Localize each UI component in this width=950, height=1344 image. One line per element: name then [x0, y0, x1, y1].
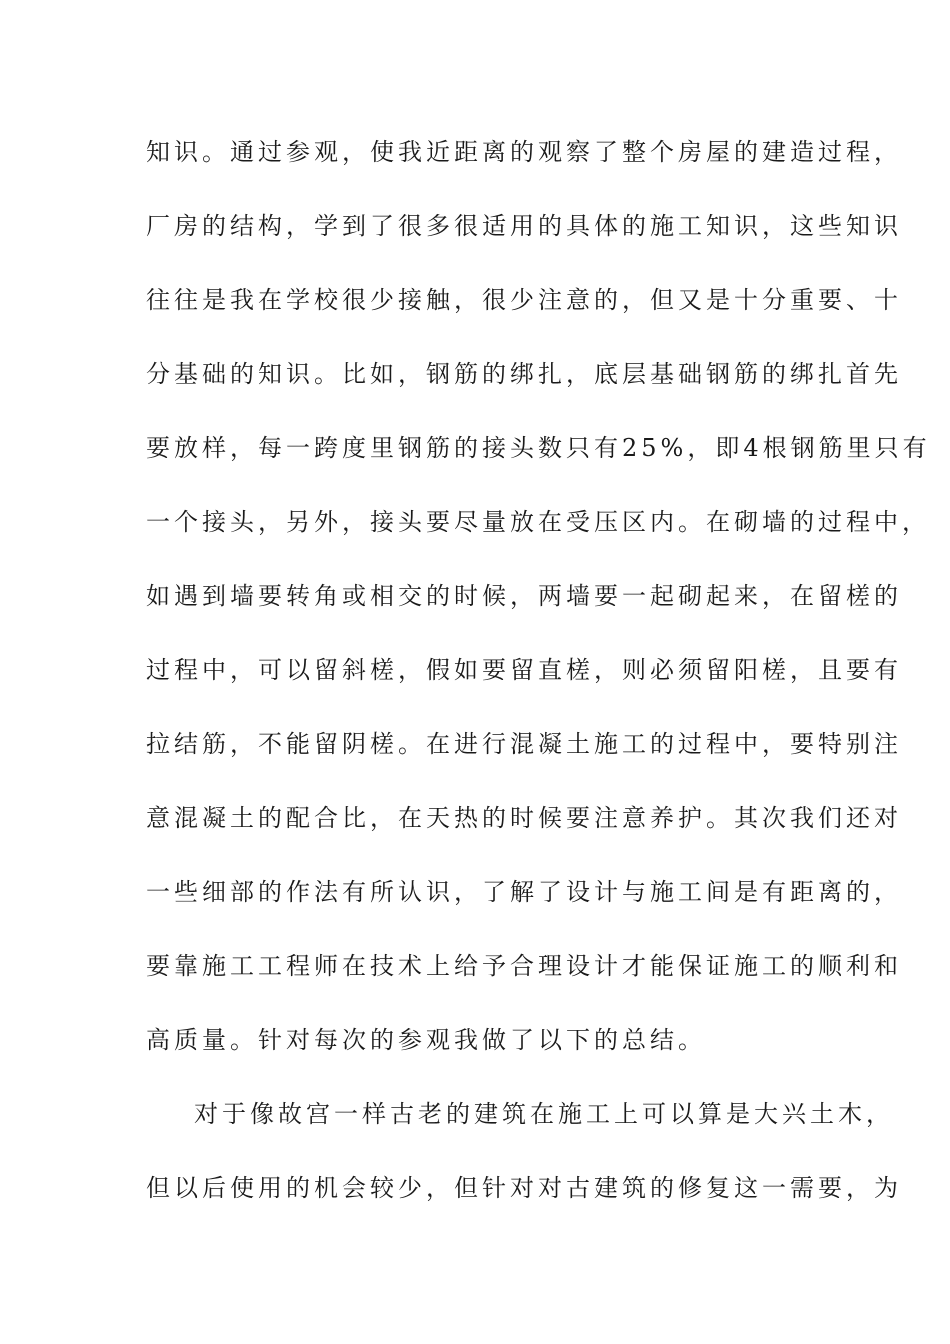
text-line: 知识。通过参观，使我近距离的观察了整个房屋的建造过程， [146, 138, 902, 166]
text-line: 高质量。针对每次的参观我做了以下的总结。 [146, 1026, 706, 1054]
text-line: 一个接头，另外，接头要尽量放在受压区内。在砌墙的过程中， [146, 508, 930, 536]
body-text [146, 126, 931, 1236]
text-line: 过程中，可以留斜槎，假如要留直槎，则必须留阳槎，且要有 [146, 656, 902, 684]
text-line: 一些细部的作法有所认识，了解了设计与施工间是有距离的， [146, 878, 902, 906]
text-line: 往往是我在学校很少接触，很少注意的，但又是十分重要、十 [146, 286, 902, 314]
paragraph-first-line: 对于像故宫一样古老的建筑在施工上可以算是大兴土木， [194, 1100, 894, 1128]
text-line: 分基础的知识。比如，钢筋的绑扎，底层基础钢筋的绑扎首先 [146, 360, 902, 388]
text-line: 要放样，每一跨度里钢筋的接头数只有25%，即4根钢筋里只有 [146, 434, 931, 462]
text-line: 厂房的结构，学到了很多很适用的具体的施工知识，这些知识 [146, 212, 902, 240]
text-line: 意混凝土的配合比，在天热的时候要注意养护。其次我们还对 [146, 804, 902, 832]
text-line: 拉结筋，不能留阴槎。在进行混凝土施工的过程中，要特别注 [146, 730, 902, 758]
text-line: 如遇到墙要转角或相交的时候，两墙要一起砌起来，在留槎的 [146, 582, 902, 610]
text-line: 但以后使用的机会较少，但针对对古建筑的修复这一需要，为 [146, 1174, 902, 1202]
text-line: 要靠施工工程师在技术上给予合理设计才能保证施工的顺利和 [146, 952, 902, 980]
